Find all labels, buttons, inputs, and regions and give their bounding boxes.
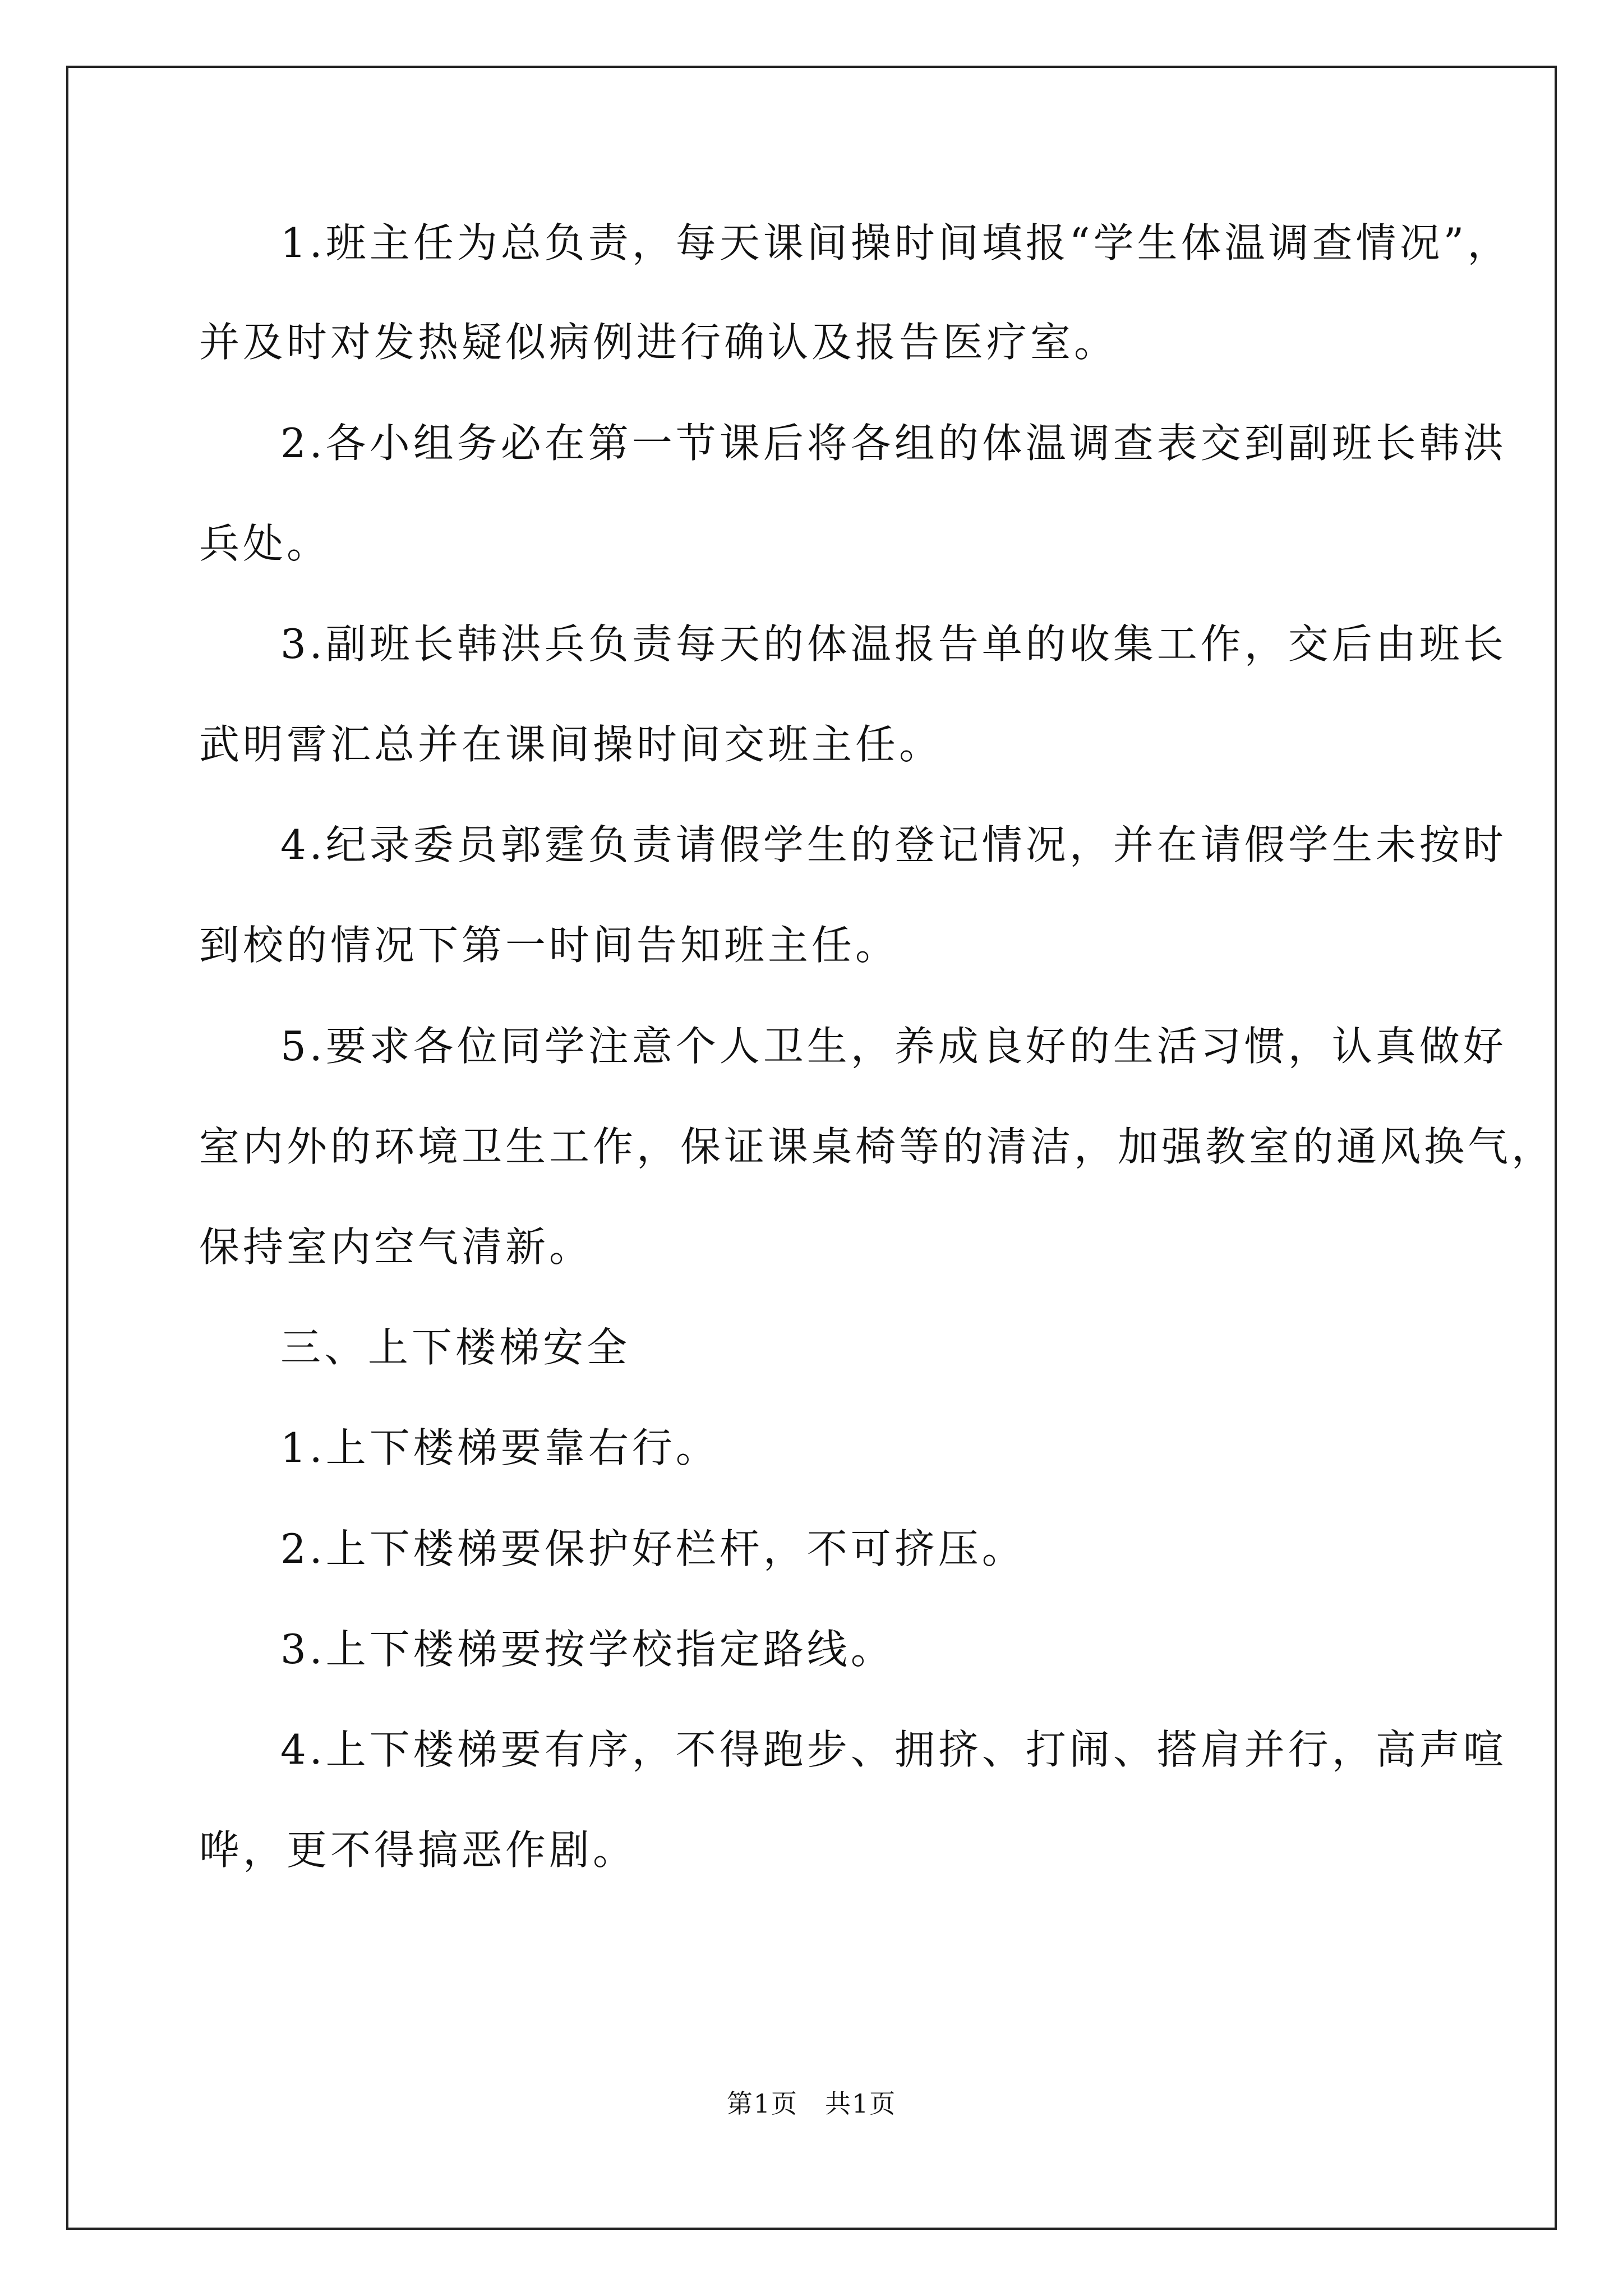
paragraph-line: 哗，更不得搞恶作剧。: [199, 1826, 637, 1874]
paragraph-line: 2.各小组务必在第一节课后将各组的体温调查表交到副班长韩洪: [280, 420, 1507, 467]
paragraph-line: 并及时对发热疑似病例进行确认及报告医疗室。: [199, 319, 1118, 366]
paragraph-line: 保持室内空气清新。: [199, 1223, 593, 1271]
paragraph-line: 武明霄汇总并在课间操时间交班主任。: [199, 721, 943, 768]
paragraph-line: 5.要求各位同学注意个人卫生，养成良好的生活习惯，认真做好: [280, 1023, 1507, 1070]
list-item: 1.上下楼梯要靠右行。: [280, 1424, 720, 1471]
paragraph-line: 4.纪录委员郭霆负责请假学生的登记情况，并在请假学生未按时: [280, 821, 1507, 868]
paragraph-line: 兵处。: [199, 520, 331, 567]
list-item: 4.上下楼梯要有序，不得跑步、拥挤、打闹、搭肩并行，高声喧: [280, 1726, 1507, 1773]
list-item: 2.上下楼梯要保护好栏杆，不可挤压。: [280, 1525, 1026, 1572]
page-number: 第1页 共1页: [726, 2088, 897, 2119]
paragraph-line: 3.副班长韩洪兵负责每天的体温报告单的收集工作，交后由班长: [280, 620, 1507, 668]
paragraph-line: 室内外的环境卫生工作，保证课桌椅等的清洁，加强教室的通风换气，: [199, 1123, 1556, 1170]
section-heading: 三、上下楼梯安全: [280, 1324, 631, 1371]
list-item: 3.上下楼梯要按学校指定路线。: [280, 1626, 895, 1673]
paragraph-line: 1.班主任为总负责，每天课间操时间填报“学生体温调查情况”，: [280, 219, 1511, 266]
paragraph-line: 到校的情况下第一时间告知班主任。: [199, 922, 900, 969]
